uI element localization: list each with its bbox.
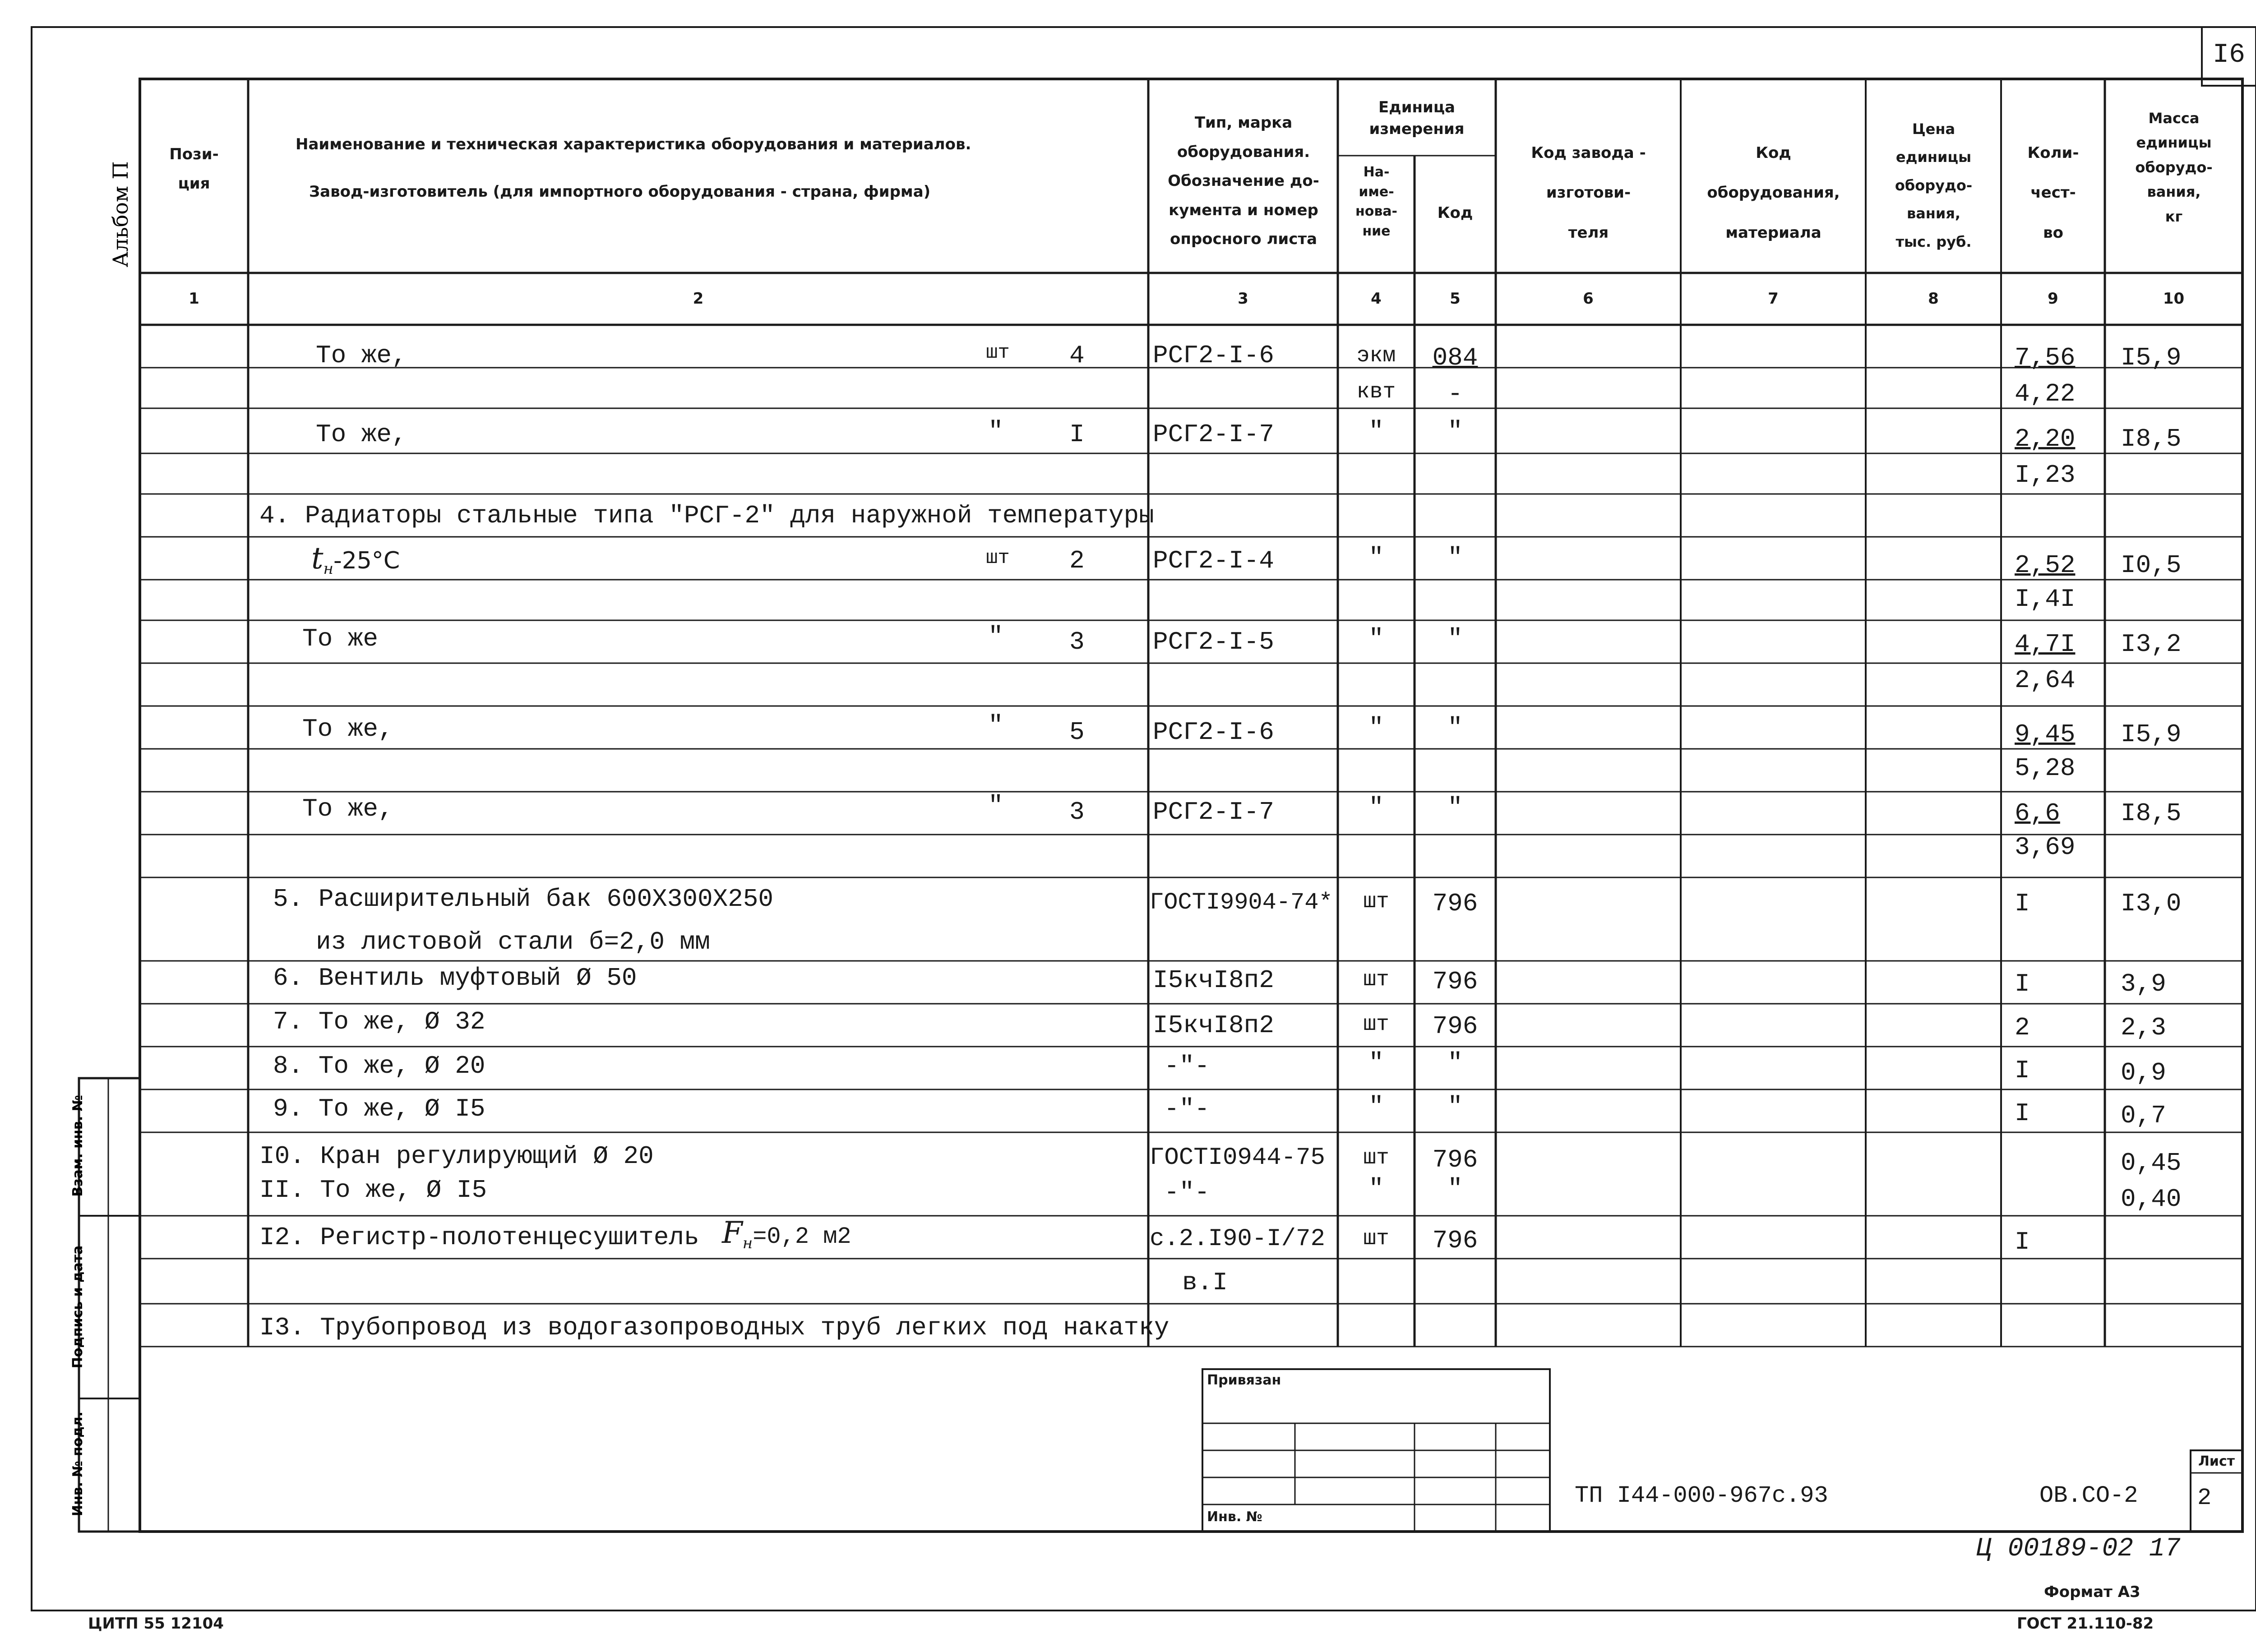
row-name-symbol — [722, 1215, 851, 1253]
row-type: -"- — [1164, 1094, 1210, 1123]
row-qty-inline: 3 — [1069, 628, 1085, 656]
row-code: 796 — [1432, 967, 1478, 996]
row-type: с.2.I90-I/72 — [1150, 1225, 1325, 1253]
stamp-inv-no: Инв. № — [1207, 1509, 1262, 1525]
row-name: 7. То же, Ø 32 — [273, 1007, 485, 1036]
margin-vzam-inv: Взам. инв. № — [70, 1095, 86, 1197]
row-qty-inline: 2 — [1069, 546, 1085, 575]
row-qty-inline: 3 — [1069, 798, 1085, 826]
row-mass: I8,5 — [2121, 799, 2182, 828]
row-mass: 0,9 — [2121, 1058, 2166, 1087]
row-name: То же — [302, 624, 379, 653]
row-unit-inline: " — [988, 791, 1003, 820]
row-unit: " — [1368, 1174, 1384, 1203]
row-code: " — [1447, 793, 1463, 822]
header-type: Тип, марка оборудования. Обозначение до- кумента и номер опросного листа — [1168, 114, 1319, 249]
sheet-number-top: I6 — [2212, 40, 2245, 70]
row-unit: шт — [1363, 1012, 1389, 1037]
row-qty: 2,64 — [2015, 666, 2076, 695]
row-unit-inline: шт — [986, 341, 1010, 364]
row-qty-inline: 5 — [1069, 718, 1085, 747]
row-type: -"- — [1164, 1178, 1210, 1207]
symbol-f-sub: н — [742, 1234, 753, 1253]
row-code: " — [1447, 1092, 1463, 1121]
col-number-6: 6 — [1583, 290, 1594, 308]
row-name: -25°С — [333, 547, 400, 574]
format-label: Формат А3 — [2044, 1583, 2140, 1601]
col-number-5: 5 — [1450, 290, 1461, 308]
row-qty: I — [2015, 1056, 2030, 1085]
row-qty: I — [2015, 969, 2030, 998]
row-code: " — [1447, 713, 1463, 742]
row-name: из листовой стали б=2,0 мм — [316, 928, 710, 956]
row-type: I5кчI8п2 — [1153, 1011, 1274, 1040]
row-type: ГОСТI9904-74* — [1150, 889, 1333, 916]
col-number-1: 1 — [189, 290, 199, 308]
row-name: То же, — [316, 420, 407, 449]
handwritten-code: Ц 00189-02 17 — [1976, 1534, 2181, 1564]
row-mass: 0,40 — [2121, 1185, 2182, 1214]
row-mass: I3,2 — [2121, 630, 2182, 659]
row-name: 8. То же, Ø 20 — [273, 1052, 485, 1080]
row-name: II. То же, Ø I5 — [259, 1176, 487, 1204]
stamp-doc-code: ТП I44-000-967с.93 — [1575, 1482, 1828, 1509]
row-qty: 6,6 — [2015, 799, 2060, 828]
row-qty: 2 — [2015, 1013, 2030, 1042]
row-unit-inline: шт — [986, 547, 1010, 569]
row-unit: шт — [1363, 968, 1389, 992]
row-code: 084 — [1432, 343, 1478, 372]
stamp-section: ОВ.СО-2 — [2039, 1482, 2138, 1509]
row-unit: " — [1368, 1092, 1384, 1121]
col-number-10: 10 — [2163, 290, 2185, 308]
row-unit: экм — [1356, 344, 1396, 368]
header-mass: Масса единицы оборудо- вания, кг — [2135, 110, 2213, 225]
row-unit: шт — [1363, 1146, 1389, 1170]
row-qty: 4,7I — [2015, 630, 2076, 659]
row-unit-inline: " — [988, 417, 1003, 446]
row-code: " — [1447, 624, 1463, 653]
row-name: I3. Трубопровод из водогазопроводных труб легких под накатку — [259, 1313, 1170, 1342]
header-price: Цена единицы оборудо- вания, тыс. руб. — [1895, 120, 1973, 250]
row-mass: I0,5 — [2121, 551, 2182, 580]
row-mass: I3,0 — [2121, 889, 2182, 918]
header-unit-group: Единица измерения — [1369, 98, 1465, 138]
row-unit: " — [1368, 1048, 1384, 1077]
row-qty: 2,52 — [2015, 551, 2076, 580]
row-type: РСГ2-I-6 — [1153, 341, 1274, 370]
col-number-7: 7 — [1768, 290, 1779, 308]
row-type: в.I — [1182, 1268, 1228, 1297]
row-qty: 3,69 — [2015, 833, 2076, 862]
row-mass: I8,5 — [2121, 425, 2182, 453]
row-qty: I,23 — [2015, 461, 2076, 489]
col-number-4: 4 — [1371, 290, 1382, 308]
row-mass: I5,9 — [2121, 343, 2182, 372]
row-qty: 9,45 — [2015, 720, 2076, 749]
row-qty: 2,20 — [2015, 425, 2076, 453]
row-unit: " — [1368, 417, 1384, 446]
header-unit-name: На- име- нова- ние — [1355, 164, 1398, 239]
header-name-line1: Наименование и техническая характеристика оборудования и материалов. — [296, 135, 971, 153]
stamp-sheet-label: Лист — [2198, 1454, 2235, 1469]
row-mass: 2,3 — [2121, 1013, 2166, 1042]
row-mass: 3,9 — [2121, 969, 2166, 998]
header-quantity: Коли- чест- во — [2027, 144, 2079, 242]
row-unit: " — [1368, 543, 1384, 572]
col-number-2: 2 — [693, 290, 704, 308]
citp-label: ЦИТП 55 12104 — [88, 1615, 224, 1633]
row-type: РСГ2-I-7 — [1153, 798, 1274, 826]
row-type: РСГ2-I-5 — [1153, 628, 1274, 656]
row-name: 5. Расширительный бак 600Х300Х250 — [273, 885, 773, 914]
row-code: " — [1447, 1174, 1463, 1203]
row-qty: I — [2015, 1227, 2030, 1256]
margin-signature-date: Подпись и дата — [70, 1245, 86, 1369]
stamp-privyazan: Привязан — [1207, 1372, 1281, 1388]
row-name: То же, — [302, 715, 393, 743]
row-unit-inline: " — [988, 711, 1003, 740]
row-unit: шт — [1363, 1227, 1389, 1251]
row-qty: 4,22 — [2015, 379, 2076, 408]
row-code: " — [1447, 543, 1463, 572]
col-number-8: 8 — [1928, 290, 1939, 308]
header-unit-code: Код — [1437, 204, 1473, 222]
row-unit: " — [1368, 793, 1384, 822]
row-qty: I — [2015, 889, 2030, 918]
row-code: " — [1447, 417, 1463, 446]
row-qty: 5,28 — [2015, 754, 2076, 783]
row-type: РСГ2-I-4 — [1153, 546, 1274, 575]
row-type: -"- — [1164, 1052, 1210, 1080]
margin-inv-podl: Инв. № подл. — [70, 1411, 86, 1517]
row-unit: квт — [1356, 380, 1396, 404]
row-mass: 0,45 — [2121, 1149, 2182, 1177]
row-name: I2. Регистр-полотенцесушитель — [259, 1223, 699, 1252]
row-mass: 0,7 — [2121, 1101, 2166, 1130]
row-qty: I — [2015, 1099, 2030, 1128]
row-unit: шт — [1363, 890, 1389, 914]
stamp-sheet-value: 2 — [2197, 1485, 2212, 1511]
row-code: 796 — [1432, 1145, 1478, 1174]
row-qty-inline: 4 — [1069, 341, 1085, 370]
col-number-3: 3 — [1238, 290, 1248, 308]
row-type: РСГ2-I-7 — [1153, 420, 1274, 449]
row-code: 796 — [1432, 1012, 1478, 1041]
header-position: Пози- ция — [169, 145, 219, 193]
row-unit: " — [1368, 624, 1384, 653]
symbol-t: t — [311, 541, 324, 576]
gost-label: ГОСТ 21.110-82 — [2017, 1615, 2154, 1633]
row-name: I0. Кран регулирующий Ø 20 — [259, 1142, 654, 1171]
header-factory-code: Код завода - изготови- теля — [1531, 144, 1646, 242]
row-type: I5кчI8п2 — [1153, 966, 1274, 995]
header-name-line2: Завод-изготовитель (для импортного оборудования - страна, фирма) — [309, 183, 931, 201]
row-code: 796 — [1432, 889, 1478, 918]
row-name: 6. Вентиль муфтовый Ø 50 — [273, 964, 637, 992]
header-equipment-code: Код оборудования, материала — [1707, 144, 1840, 242]
row-qty-inline: I — [1069, 420, 1085, 449]
row-mass: I5,9 — [2121, 720, 2182, 749]
row-type: ГОСТI0944-75 — [1150, 1144, 1325, 1172]
row-name: 9. То же, Ø I5 — [273, 1094, 485, 1123]
row-code: " — [1447, 1048, 1463, 1077]
row-name: То же, — [302, 794, 393, 823]
album-label: Альбом П — [108, 161, 133, 268]
symbol-f: F — [722, 1215, 743, 1250]
col-number-9: 9 — [2048, 290, 2058, 308]
row-unit-inline: " — [988, 622, 1003, 651]
row-name-tail: =0,2 м2 — [753, 1223, 851, 1250]
row-qty: I,4I — [2015, 585, 2076, 614]
row-code: - — [1447, 379, 1463, 408]
symbol-t-sub: н — [323, 560, 333, 578]
row-name: То же, — [316, 341, 407, 370]
row-name: 4. Радиаторы стальные типа "РСГ-2" для наружной температуры — [259, 501, 1154, 530]
row-type: РСГ2-I-6 — [1153, 718, 1274, 747]
row-code: 796 — [1432, 1226, 1478, 1255]
row-unit: " — [1368, 713, 1384, 742]
row-qty: 7,56 — [2015, 343, 2076, 372]
row-name-symbol — [311, 541, 400, 578]
